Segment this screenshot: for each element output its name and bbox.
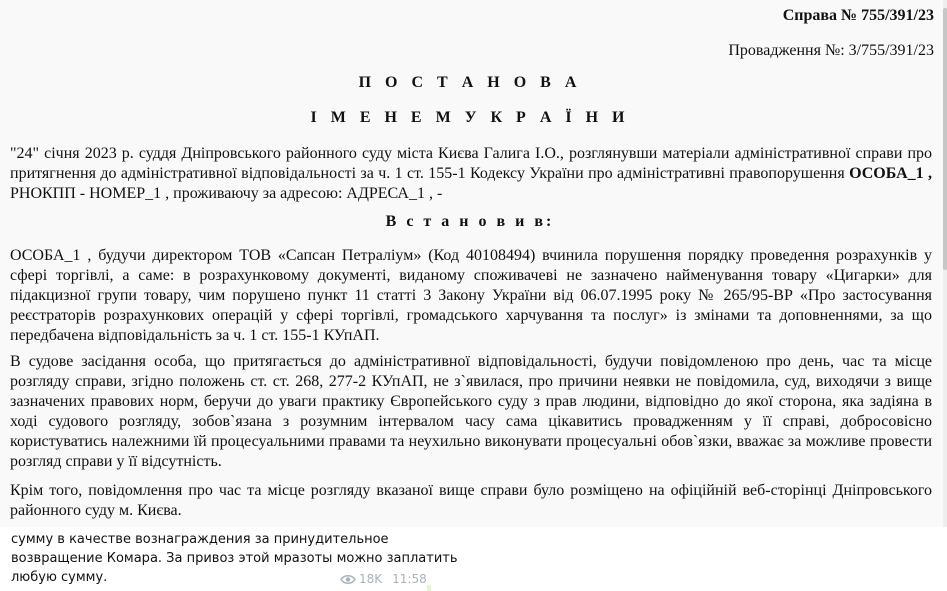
- hearing-paragraph: В судове засідання особа, що притягається до адміністративної відповідальності, будучи повідомленою про день, час та місце розгляду справи, згідно положень ст. ст. 268, 277-2 КУпАП, не з`явилася, про причини неявки не повідомила, суд, виходячи з вище зазначених правових норм, беручи до уваги практику Європейського суду з прав людини, відповідно до якої сторона, яка задіяна в ході судового розгляду, зобов`язана з розумним інтервалом часу сама цікавитись провадженням у її справі, добросовісно користуватись належними їй процесуальними правами та неухильно виконувати процесуальні обов`язки, вважає за можливе провести розгляд справи у її відсутність.: [10, 353, 932, 470]
- document-title-name: І М Е Н Е М У К Р А Ї Н И: [310, 109, 630, 126]
- message-line-3: любую сумму.: [11, 570, 108, 585]
- eye-icon: [340, 574, 356, 585]
- violation-paragraph: ОСОБА_1 , будучи директором ТОВ «Сапсан Петраліум» (Код 40108494) вчинила порушення порядку проведення розрахунків у сфері торгівлі, а саме: в розрахунковому документі, виданому споживачеві не зазначено найменування товару «Цигарки» для підакцизної групи товару, чим порушено пункт 11 статті 3 Закону України від 06.07.1995 року № 265/95-ВР «Про застосування реєстраторів розрахункових операцій у сфері торгівлі, громадського харчування та послуг» із змінами та доповненнями, за що передбачена відповідальність за ч. 1 ст. 155-1 КУпАП.: [10, 247, 932, 344]
- scrollbar-track[interactable]: [943, 0, 947, 527]
- message-meta: [340, 572, 427, 586]
- proceeding-number: Провадження №: 3/755/391/23: [728, 42, 934, 59]
- case-number: Справа № 755/391/23: [782, 7, 934, 24]
- intro-paragraph: [10, 144, 932, 204]
- document-title: П О С Т А Н О В А: [358, 74, 582, 91]
- notice-paragraph: Крім того, повідомлення про час та місце розгляду вказаної вище справи було розміщено на офіційній веб-сторінці Дніпровського районного суду м. Києва.: [10, 482, 932, 519]
- bubble-edge: [427, 585, 431, 591]
- scrollbar-thumb[interactable]: [943, 8, 947, 270]
- chat-message: [0, 527, 947, 591]
- view-count: 18K: [359, 572, 383, 586]
- person-name: ОСОБА_1 ,: [849, 165, 933, 182]
- message-line-2: возвращение Комара. За привоз этой мразоты можно заплатить: [11, 551, 458, 566]
- established-heading: В с т а н о в и в:: [385, 213, 555, 230]
- message-time: 11:58: [392, 572, 427, 586]
- message-line-1: сумму в качестве вознаграждения за принудительное: [11, 532, 389, 547]
- intro-text: "24" січня 2023 р. суддя Дніпровського районного суду міста Києва Галига І.О., розглянувши матеріали адміністративної справи про притягнення до адміністративної відповідальності за ч. 1 ст. 155-1 Кодексу України про адміністративні правопорушення: [10, 145, 932, 182]
- intro-tail: РНОКПП - НОМЕР_1 , проживаючу за адресою: АДРЕСА_1 , -: [10, 185, 443, 202]
